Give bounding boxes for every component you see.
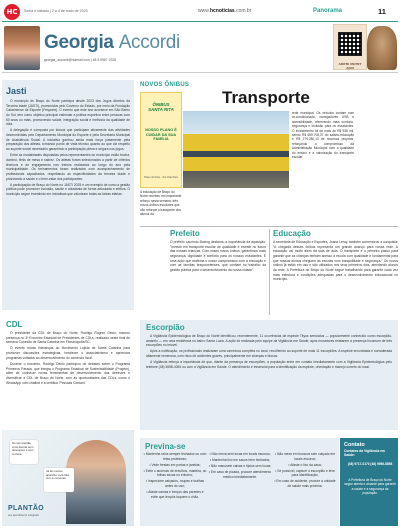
cdl-body <box>2 331 134 385</box>
sidebar-paragraph: O município de Braço do Norte participa desde 2023 dos Jogos Abertos da Terceira Idade (JASTI), promovidos pelo Governo do Estado, por meio da Fundação Catarinense de Esporte (Fesporte). O evento que este ano acontece em São Bento do Sul, tem como objetivo principal estimular a prática esportiva entre pessoas com 60 anos ou mais, promovendo saúde, integração social e melhoria da qualidade de vida. <box>6 99 130 127</box>
escorpiao-paragraph: Após a notificação, os profissionais realizaram uma varredura completa no local, recolhendo ao suporte de mais 11 escorpiões. A espécie encontrada é considerada altamente venenosa, com risco de acidentes graves, principalmente em crianças e idosos. <box>146 349 392 359</box>
previna-column <box>208 452 272 481</box>
cdl-section <box>2 318 134 429</box>
previna-tip: • Evite o acúmulo de entulhos, madeira, ou folhas secas no entorno; <box>143 468 207 478</box>
dog-image <box>367 26 397 70</box>
contato-body: A Prefeitura de Braço do Norte segue atenta e atuante para garantir a saúde e a segurança da população. <box>344 478 396 496</box>
column-divider <box>269 229 270 315</box>
educacao-section <box>273 229 398 282</box>
section-name: Panorama <box>313 8 343 14</box>
previna-tip: • Não mexa sem luvas em locais escuros; <box>209 452 271 456</box>
cdl-paragraph: Durante o encontro, Rodrigo Décio participou de debates sobre o Programa Primeiros Passos, que integra o Programa Estadual de Sustentabilidade (Progem), além de conhecer novas ferramentas de desenvolvimento das diretrizes e diversificar a CDL de Braço do Norte, com as oportunidades das CDLs, como o WhatsApp com chatbot e a certifica ‘Pessoas Contam’. <box>6 361 130 385</box>
qr-code-icon[interactable] <box>338 32 362 56</box>
previna-tip: • Em caso de acidente, procure a unidade de saúde mais próxima. <box>274 479 336 489</box>
story-kicker: NOVOS ÔNIBUS <box>140 82 190 88</box>
previna-column <box>143 452 207 501</box>
site-url-suffix: .com.br <box>234 8 252 14</box>
plantao-card: Já do mesmo aparelho você fala com a conversa. <box>44 468 74 492</box>
contato-phones[interactable]: (48) 9717-0170 (48) 9956-8898 <box>347 462 393 466</box>
site-url-name: hcnoticias <box>209 8 235 14</box>
plantao-tagline: seu atendimento integrado <box>8 514 39 517</box>
plantao-person-photo <box>66 440 126 524</box>
previna-tip: • Não manuseie caixas e tijolos sem luvas; <box>208 464 272 469</box>
row-divider <box>140 226 398 227</box>
contato-subtitle: Contatos da Vigilância em Saúde: <box>344 449 385 458</box>
cdl-title: CDL <box>6 320 23 329</box>
sidebar-paragraph: A delegação é composta por idosos que participam ativamente das atividades desenvolvidas pelo Departamento Municipal do Esporte e pela Secretaria Municipal de Assistência Social. A iniciativa ganhou ainda mais força justamente pela preparação dos atletas, tornando ponto de vista técnico quanto ao que diz respeito ao suporte social necessário garantindo a participação plena e segura nos jogos. <box>6 128 130 152</box>
ad-logo: ÔNIBUS SANTA RITA <box>148 102 174 112</box>
author-contact: georgia_accordi@hotmail.com | 48 9 9967 2325 <box>44 58 117 62</box>
prefeito-section <box>170 229 266 273</box>
escorpiao-section <box>140 320 398 430</box>
hc-logo: HC <box>4 4 20 20</box>
plantao-card: No seu plantão, você atende sem desespero e sem correria. <box>10 440 38 464</box>
previna-tip: • Afaste o lixo da casa; <box>288 462 322 467</box>
sidebar-paragraph: Entre as modalidades disputadas pelos representantes do município estão bocha, dominó, tênis de mesa e xadrez. Os atletas foram selecionados a partir de critérios técnicos e de engajamento nos treinos realizados ao longo do ano pela municipalidade. Os treinamentos foram realizados com acompanhamento de profissionais capacitados, respeitando as especificidades da terceira idade e priorizando a saúde e o bem-estar dos participantes. <box>6 153 130 181</box>
contato-title: Contato <box>344 442 365 448</box>
cdl-paragraph: O presidente da CDL de Braço do Norte, Rodrigo Rogner Décio, marcou presença no 3º Encontro Estadual de Presidentes de CDLs, realizado neste final de semana Conexão de Santa Catarina em Florianópolis/SC. <box>6 331 130 345</box>
top-divider <box>2 21 398 22</box>
sidebar-paragraph: A participação de Braço do Norte no JASTI 2025 é um exemplo de como a gestão pública pode promover inclusão, saúde e cidadania de forma articulada e efetiva. O município segue investindo em iniciativas que valorizam todas as faixas etárias. <box>6 182 130 196</box>
previna-tip: • Mantenha lixo em sacos bem fechados; <box>209 458 271 463</box>
page-number: 11 <box>378 7 386 16</box>
author-name <box>44 32 180 54</box>
previna-column <box>273 452 337 490</box>
previna-tip: • Inspecione calçados, roupas e toalhas antes do uso; <box>145 479 205 489</box>
story-lead: A educação de Braço do Norte recebeu em importante reforço nesta semana: três novos ônibus escolares que vão reforçar o transporte dos alunos da <box>140 190 182 217</box>
previna-tip: • Vede frestas em portas e janelas; <box>149 462 201 467</box>
escorpiao-body <box>140 334 398 370</box>
cdl-paragraph: O evento reuniu lideranças do Movimento Lojista de Santa Catarina para promover discussões estratégicas, fortalecer o associativismo e aprimorar programas voltados ao desenvolvimento do comércio local. <box>6 346 130 360</box>
previna-tip: • Não mexa em buracos sem calçado em locais escuros; <box>274 452 336 461</box>
escorpiao-paragraph: A Vigilância reforça a importância de que, diante da presença de escorpiões, a população entre em contato imediatamente com a Vigilância Epidemiológica pelo telefone (48) 3658-4054 ou com a Vigilância em Saúde. O atendimento é essencial para a identificação da espécie, orientação e manejo correto do local. <box>146 360 392 369</box>
educacao-body: A secretária de Educação e Esportes, Joana Leroy, também comemorou a conquista: "A chegada desses ônibus representa um grande avanço para nossa rede. A educação vai muito além da sala de aula. O transporte é o primeiro passo para garantir que as crianças tenham acesso à escola com qualidade e fundamental para que nossos alunos cheguem às escolas com tranquilidade e segurança." Os novos ônibus já estão em uso e são utilizados nos seus primeiros dias, atendendo alunos da rede. A Prefeitura de Braço do Norte segue trabalhando para garantir cada vez mais estrutura e condições adequadas para o desenvolvimento educacional no município. <box>273 240 398 282</box>
story-continuation: rede municipal. Os veículos contam com ar-condicionado, carregadores USB e acessibilidade, oferecendo mais conforto, segurança e inclusão para os estudantes. O investimento foi de mais de R$ 938 mil, sendo R$ 659.708,37 do salário-educação e R$ 279.280,13 de recursos próprios, reforçando o compromisso da Administração Municipal com a qualidade do ensino e a valorização do transporte escolar. <box>292 111 354 160</box>
author-photo <box>4 26 40 70</box>
previna-tip: • Em caso de picada, procure atendimento médico imediatamente. <box>208 470 272 479</box>
previna-tip: • Mantenha ralos sempre fechados ou com telas protetoras; <box>143 452 207 461</box>
edition-date: Sexta e sábado | 2 a 4 de maio de 2025 <box>24 9 88 13</box>
prefeito-body: O prefeito Laurindo Boeing destacou a importância da aquisição: "Investir em transporte escolar de qualidade é investir no futuro das nossas crianças. Com esses novos ônibus, garantimos mais segurança, dignidade e conforto para os nossos estudantes. É uma ação que reafirma o nosso compromisso com a educação e com as famílias braçonortenses, que confiam no trabalho da gestão pública para o desenvolvimento da nossa cidade". <box>170 240 266 272</box>
ad-footer: Braço do Norte · Sul Grão-Pará <box>144 176 178 179</box>
escorpiao-title: Escorpião <box>146 323 185 332</box>
previna-tip: • Afaste camas e berços das paredes e evite que lençóis toquem o chão. <box>146 490 204 499</box>
prefeito-title: Prefeito <box>170 229 200 238</box>
previna-title: Previna-se <box>145 442 186 451</box>
header-divider <box>2 72 398 73</box>
ad-tagline: NOSSO PLANO É CUIDAR DA SUA FAMÍLIA <box>145 128 177 141</box>
previna-tip: • Se possível, capture o escorpião e leve para identificação; <box>275 468 335 478</box>
educacao-title: Educação <box>273 229 311 238</box>
sidebar-body <box>6 99 130 198</box>
escorpiao-paragraph: A Vigilância Epidemiológica de Braço do Norte identificou, recentemente, 11 ocorrências de espécie Tityus serrulatus — popularmente conhecido como escorpião-amarelo — em uma residência no bairro Santa Luzia. A ação foi realizada pelo equipe da Vigilância em Saúde, após moradores relatarem a presença incomum de três escorpiões no imóvel. <box>146 334 392 348</box>
site-url-prefix: www. <box>198 8 210 14</box>
story-headline: Transporte <box>222 88 310 107</box>
author-last-name: Accordi <box>118 32 180 53</box>
school-bus-photo <box>183 111 289 188</box>
pet-adoption-label: ADOTE UM PET AQUI <box>338 62 362 70</box>
sidebar-title: Jasti <box>6 86 27 96</box>
plantao-logo: PLANTÃO <box>8 505 44 512</box>
author-first-name: Georgia <box>44 32 114 53</box>
site-url[interactable] <box>198 8 251 14</box>
